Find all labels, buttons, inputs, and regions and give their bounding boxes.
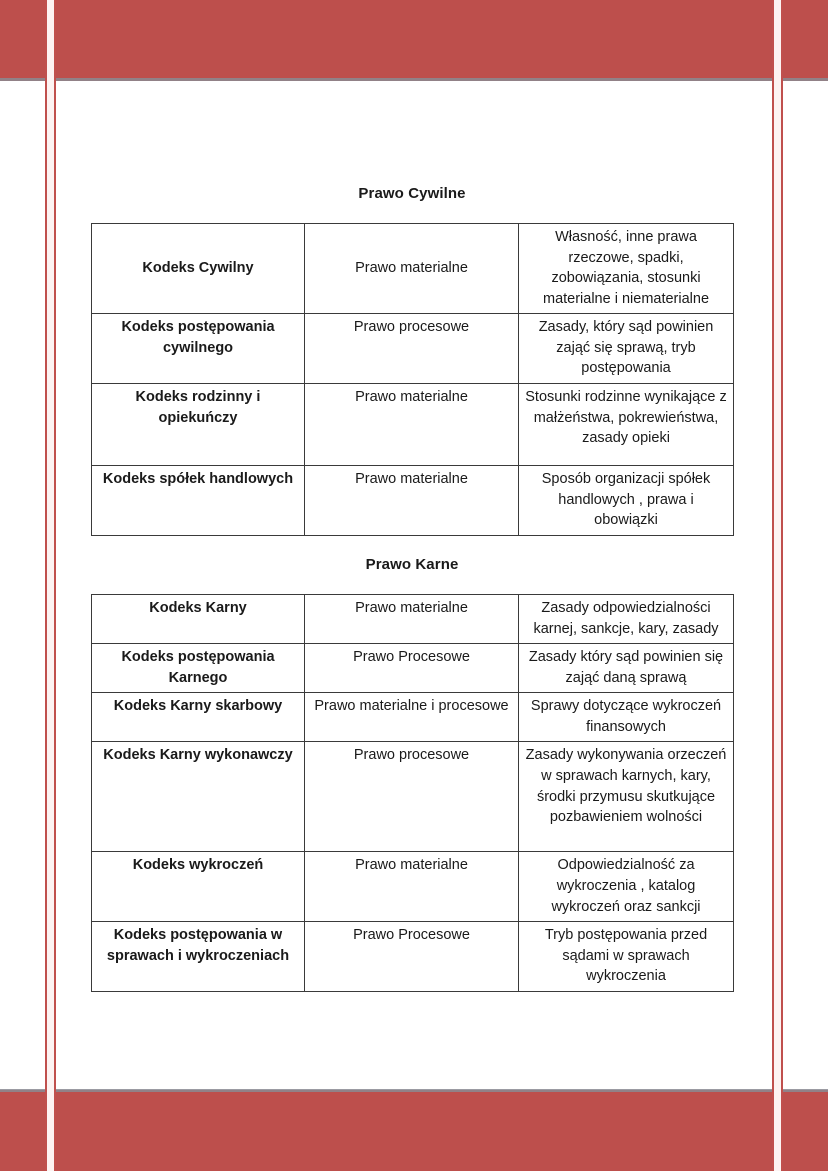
cell-branch: Prawo materialne — [305, 466, 519, 536]
left-margin-tint — [47, 0, 54, 1171]
cell-code: Kodeks rodzinny i opiekuńczy — [92, 384, 305, 466]
table-row — [92, 852, 734, 922]
table-row — [92, 922, 734, 992]
footer-band-right-segment — [783, 1090, 828, 1171]
cell-branch: Prawo materialne — [305, 852, 519, 922]
cell-scope: Własność, inne prawa rzeczowe, spadki, zobowiązania, stosunki materialne i niematerialne — [519, 224, 734, 314]
section-heading-prawo-cywilne: Prawo Cywilne — [358, 185, 466, 202]
table-prawo-cywilne — [91, 223, 734, 536]
cell-code: Kodeks Karny skarbowy — [92, 693, 305, 742]
cell-code: Kodeks Cywilny — [92, 224, 305, 314]
cell-scope: Zasady odpowiedzialności karnej, sankcje, kary, zasady — [519, 595, 734, 644]
cell-code: Kodeks Karny wykonawczy — [92, 742, 305, 852]
cell-branch: Prawo materialne i procesowe — [305, 693, 519, 742]
header-band-left-segment — [0, 0, 45, 81]
cell-branch: Prawo Procesowe — [305, 644, 519, 693]
right-outer-vertical-rule — [781, 0, 783, 1171]
cell-branch: Prawo procesowe — [305, 314, 519, 384]
table-row — [92, 644, 734, 693]
table-row — [92, 595, 734, 644]
left-outer-vertical-rule — [45, 0, 47, 1171]
table-row — [92, 742, 734, 852]
cell-branch: Prawo procesowe — [305, 742, 519, 852]
cell-scope: Stosunki rodzinne wynikające z małżeństwa, pokrewieństwa, zasady opieki — [519, 384, 734, 466]
header-band-center-segment — [56, 0, 772, 81]
cell-code: Kodeks spółek handlowych — [92, 466, 305, 536]
cell-branch: Prawo materialne — [305, 384, 519, 466]
section-heading-prawo-karne: Prawo Karne — [365, 556, 459, 573]
table-row — [92, 466, 734, 536]
right-margin-tint — [774, 0, 781, 1171]
cell-branch: Prawo Procesowe — [305, 922, 519, 992]
cell-scope: Sposób organizacji spółek handlowych , prawa i obowiązki — [519, 466, 734, 536]
cell-branch: Prawo materialne — [305, 595, 519, 644]
header-band-shadow — [0, 78, 828, 81]
cell-branch: Prawo materialne — [305, 224, 519, 314]
cell-scope: Zasady który sąd powinien się zająć daną sprawą — [519, 644, 734, 693]
cell-code: Kodeks postępowania Karnego — [92, 644, 305, 693]
cell-scope: Zasady wykonywania orzeczeń w sprawach karnych, kary, środki przymusu skutkujące pozbawieniem wolności — [519, 742, 734, 852]
header-band-right-segment — [783, 0, 828, 81]
cell-code: Kodeks postępowania w sprawach i wykroczeniach — [92, 922, 305, 992]
table-row — [92, 224, 734, 314]
right-inner-vertical-rule — [772, 0, 774, 1171]
table-row — [92, 693, 734, 742]
footer-band-shadow — [0, 1089, 828, 1092]
cell-scope: Tryb postępowania przed sądami w sprawach wykroczenia — [519, 922, 734, 992]
footer-band-left-segment — [0, 1090, 45, 1171]
table-row — [92, 384, 734, 466]
left-inner-vertical-rule — [54, 0, 56, 1171]
cell-scope: Odpowiedzialność za wykroczenia , katalog wykroczeń oraz sankcji — [519, 852, 734, 922]
table-prawo-karne — [91, 594, 734, 992]
table-row — [92, 314, 734, 384]
cell-scope: Sprawy dotyczące wykroczeń finansowych — [519, 693, 734, 742]
footer-band-center-segment — [56, 1090, 772, 1171]
cell-code: Kodeks Karny — [92, 595, 305, 644]
cell-code: Kodeks postępowania cywilnego — [92, 314, 305, 384]
cell-scope: Zasady, który sąd powinien zająć się sprawą, tryb postępowania — [519, 314, 734, 384]
cell-code: Kodeks wykroczeń — [92, 852, 305, 922]
